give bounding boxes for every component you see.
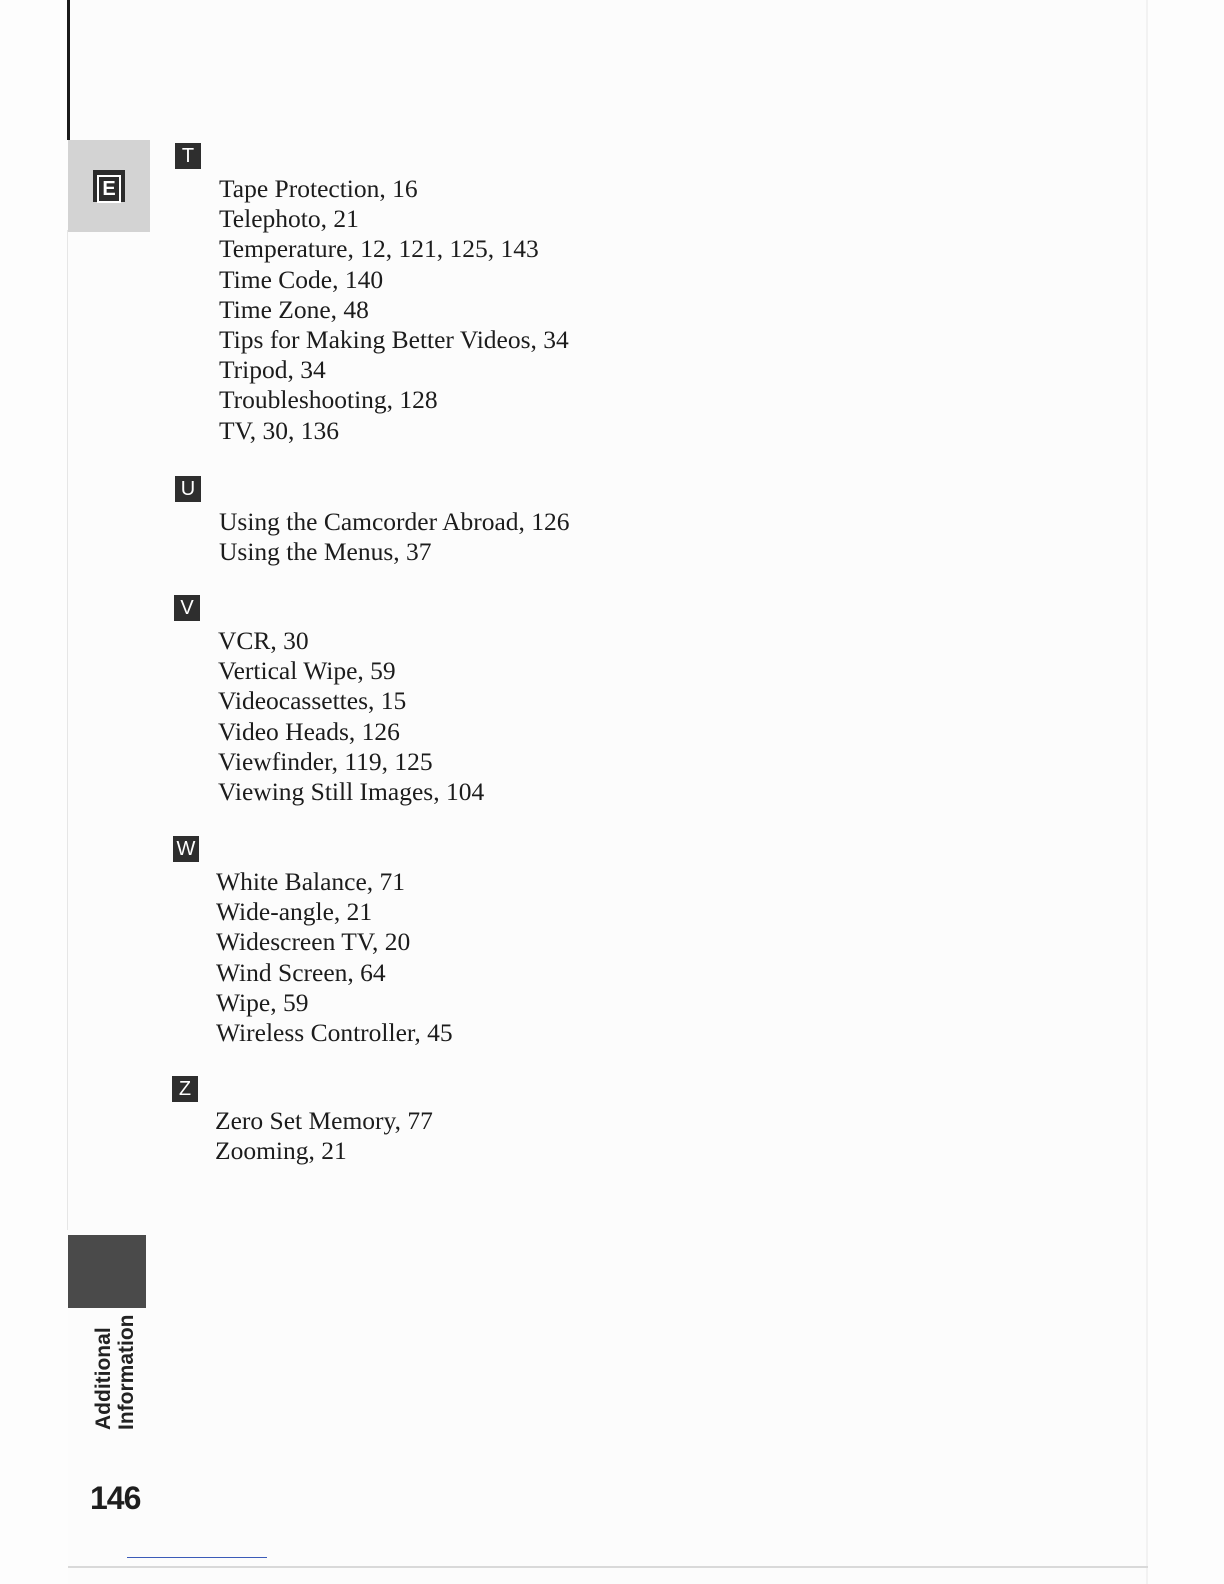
entry-list xyxy=(216,867,453,1048)
index-entry: Zooming, 21 xyxy=(215,1136,347,1166)
chapter-marker-block xyxy=(68,1235,146,1308)
index-entry: VCR, 30 xyxy=(218,626,309,655)
index-entry: Tripod, 34 xyxy=(219,355,326,385)
section-letter: T xyxy=(175,143,201,169)
index-entry: Temperature, 12, 121, 125, 143 xyxy=(219,234,539,264)
index-entry: White Balance, 71 xyxy=(216,867,406,896)
index-entry: Tips for Making Better Videos, 34 xyxy=(219,325,569,355)
index-entry: Wipe, 59 xyxy=(216,987,309,1017)
index-entry: Viewing Still Images, 104 xyxy=(218,777,485,807)
index-entry: Wireless Controller, 45 xyxy=(216,1018,453,1048)
chapter-side-label xyxy=(92,1315,138,1431)
index-entry: Wide-angle, 21 xyxy=(216,897,373,927)
section-letter: Z xyxy=(172,1076,198,1102)
chapter-label-line1: Additional xyxy=(92,1327,115,1430)
entry-list xyxy=(218,626,484,807)
entry-list xyxy=(219,507,570,567)
page-bottom-edge xyxy=(68,1566,1148,1568)
index-entry: Video Heads, 126 xyxy=(218,716,400,746)
index-entry: Using the Camcorder Abroad, 126 xyxy=(219,507,570,536)
section-letter: U xyxy=(175,476,201,502)
index-entry: Tape Protection, 16 xyxy=(219,174,418,203)
bottom-rule xyxy=(127,1557,267,1558)
index-entry: Vertical Wipe, 59 xyxy=(218,656,396,686)
language-tab-label xyxy=(93,170,125,202)
page-number: 146 xyxy=(90,1480,141,1516)
index-entry: Troubleshooting, 128 xyxy=(219,385,438,415)
index-entry: Using the Menus, 37 xyxy=(219,537,432,567)
page-right-edge xyxy=(1146,0,1148,1584)
binding-line xyxy=(67,0,70,140)
binding-line-lower xyxy=(67,230,68,1230)
index-entry: Telephoto, 21 xyxy=(219,204,359,234)
index-entry: Widescreen TV, 20 xyxy=(216,927,411,957)
chapter-label-line2: Information xyxy=(115,1314,138,1430)
language-tab-letter: E xyxy=(97,175,121,203)
entry-list xyxy=(219,174,569,446)
index-entry: TV, 30, 136 xyxy=(219,415,339,445)
index-entry: Time Zone, 48 xyxy=(219,294,369,324)
section-letter: W xyxy=(173,836,199,862)
index-entry: Videocassettes, 15 xyxy=(218,686,407,716)
entry-list xyxy=(215,1106,433,1166)
section-letter: V xyxy=(174,595,200,621)
index-entry: Time Code, 140 xyxy=(219,264,384,294)
index-entry: Viewfinder, 119, 125 xyxy=(218,746,433,776)
index-entry: Zero Set Memory, 77 xyxy=(215,1106,433,1135)
index-entry: Wind Screen, 64 xyxy=(216,957,386,987)
